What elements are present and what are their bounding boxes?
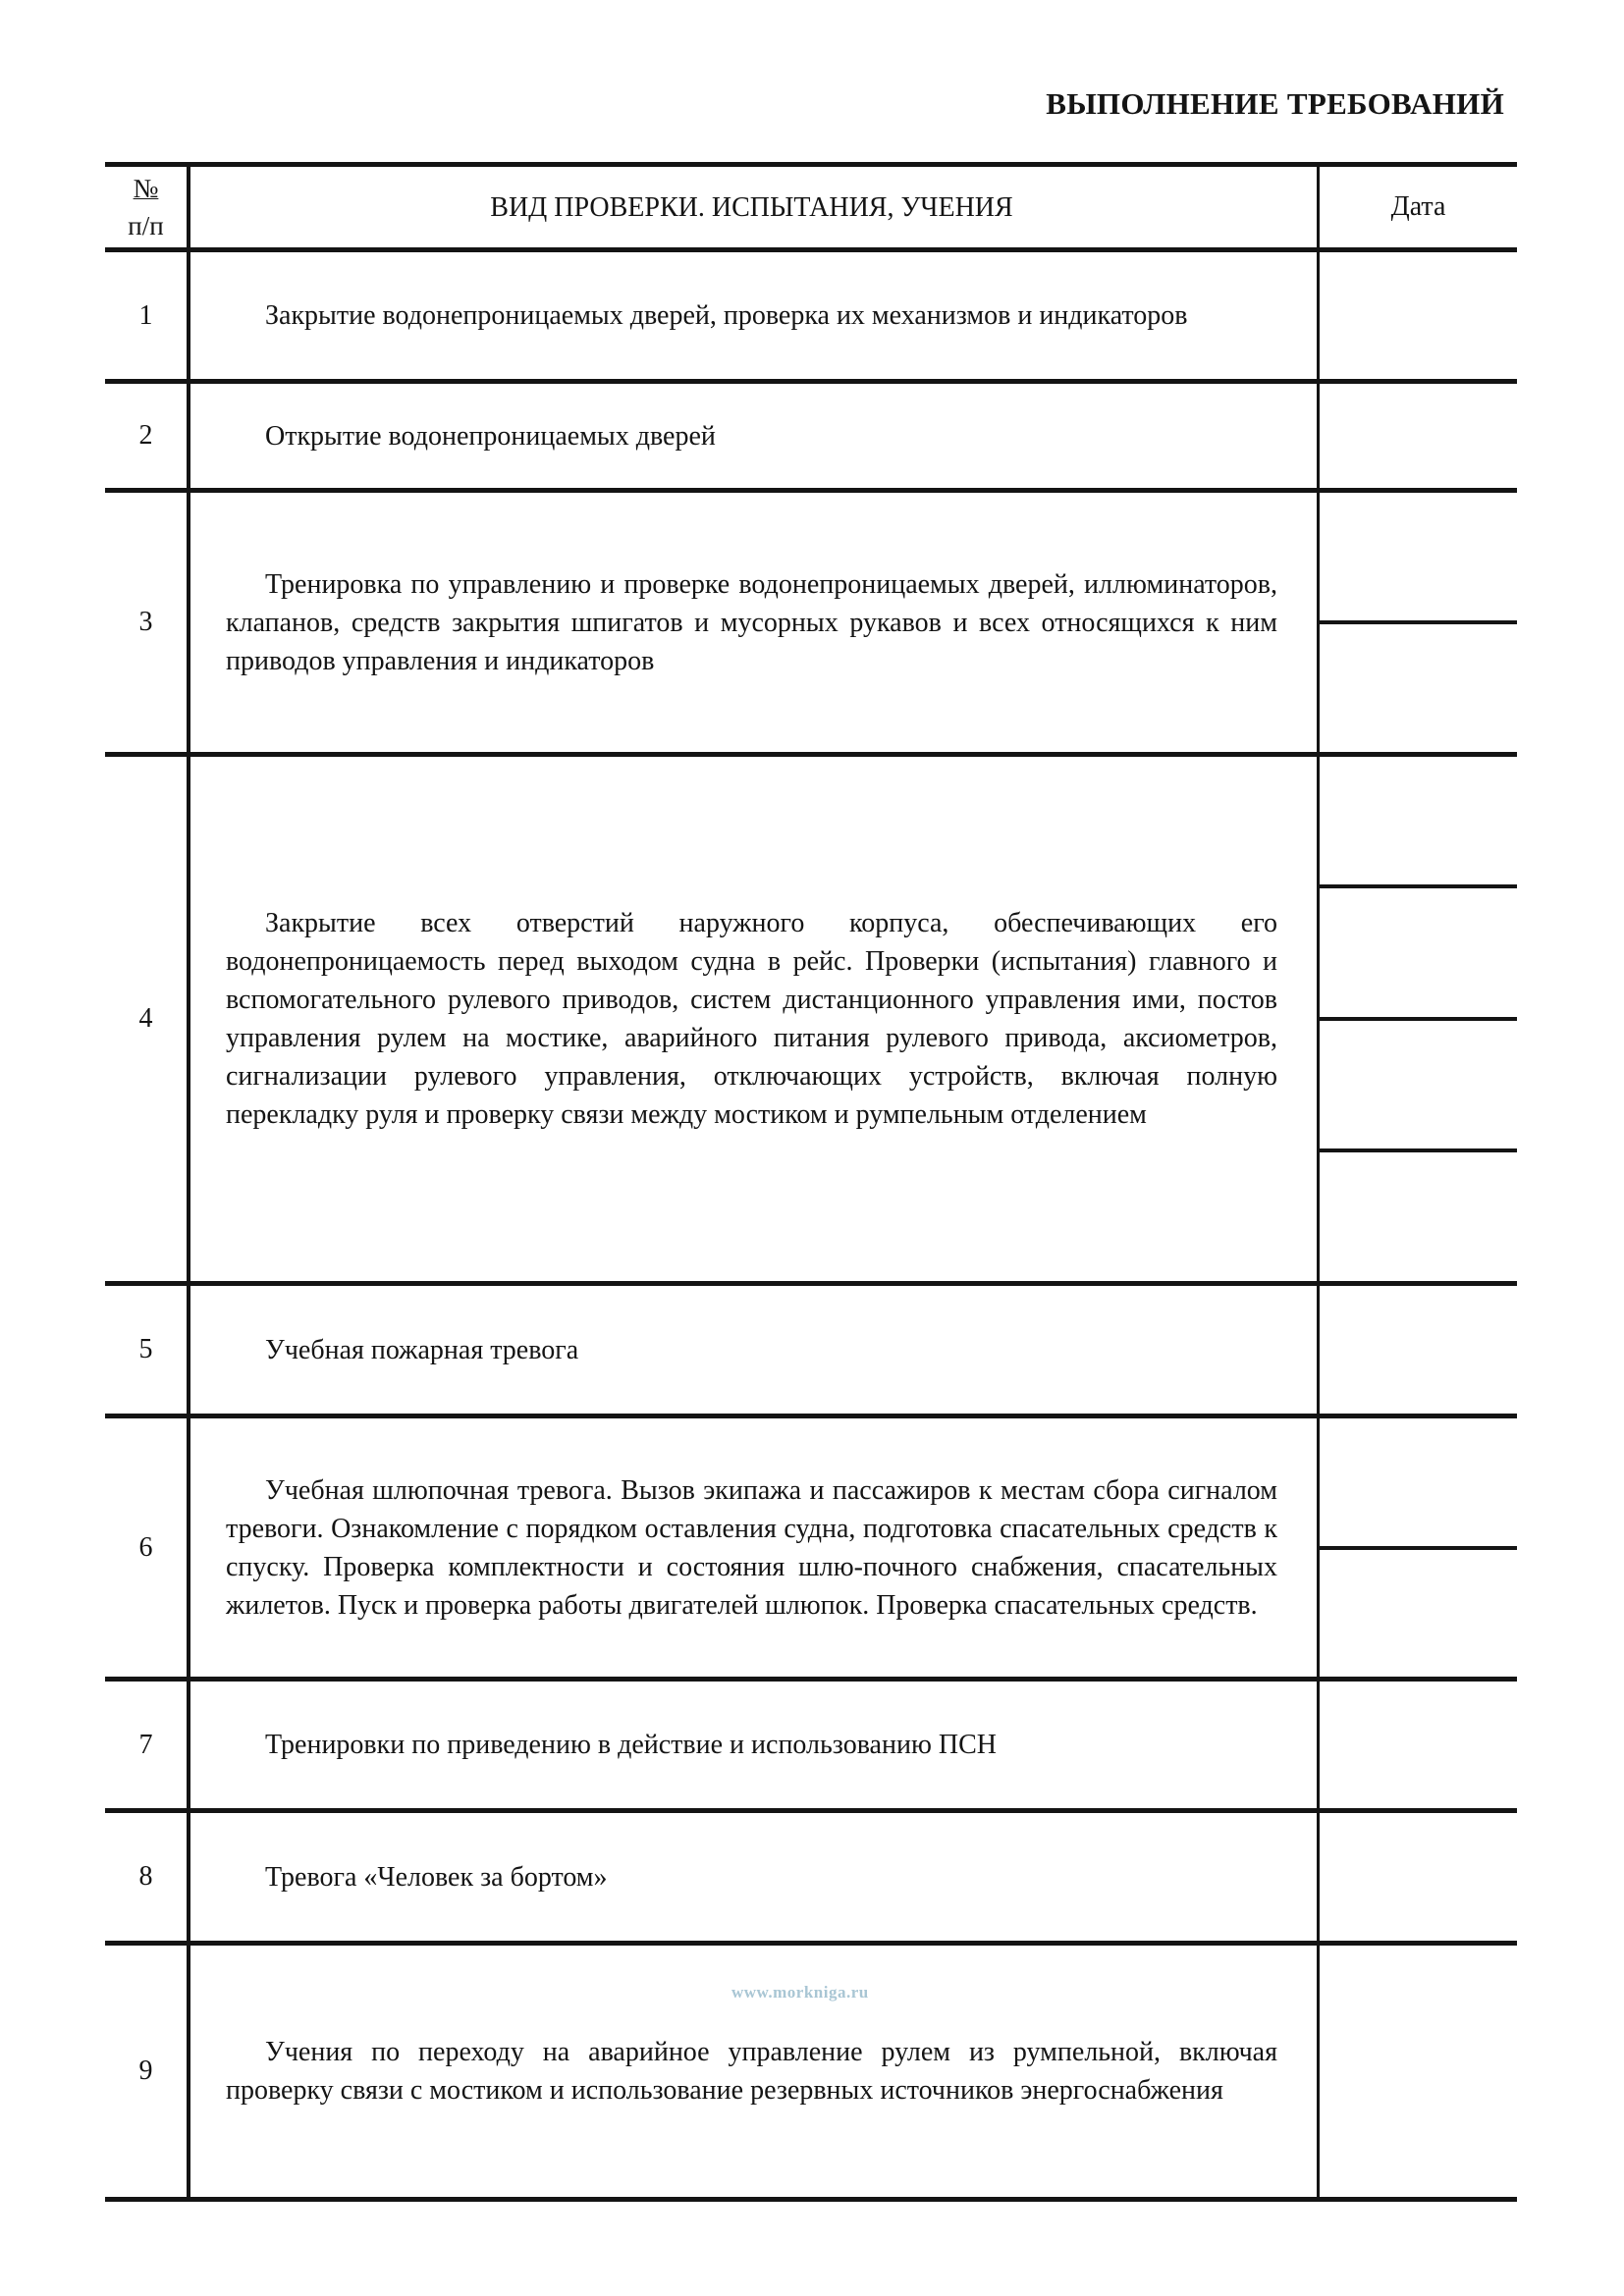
table-row: [105, 247, 1517, 379]
row-number: 2: [105, 384, 190, 488]
row-number: 3: [105, 493, 190, 752]
row-number: 9: [105, 1946, 190, 2197]
date-field[interactable]: [1320, 252, 1517, 379]
row-description-text: Закрытие водонепроницаемых дверей, проверка их механизмов и индикаторов: [265, 300, 1188, 331]
row-number: 4: [105, 757, 190, 1281]
watermark: www.morkniga.ru: [731, 1983, 869, 2002]
row-description: [190, 384, 1320, 488]
row-description: [190, 252, 1320, 379]
date-slot-divider: [1320, 1546, 1517, 1550]
date-field[interactable]: [1320, 493, 1517, 752]
row-description: [190, 1813, 1320, 1941]
date-field[interactable]: [1320, 1682, 1517, 1808]
date-field[interactable]: [1320, 1286, 1517, 1414]
row-description: [190, 493, 1320, 752]
table-row: [105, 1677, 1517, 1808]
header-number: [105, 167, 190, 247]
table-row: [105, 488, 1517, 752]
row-description-text: Учения по переходу на аварийное управление рулем из румпельной, включая проверку связи с мостиком и использование резервных источников энергоснабжения: [226, 2037, 1277, 2106]
row-description-text: Учебная пожарная тревога: [265, 1334, 579, 1365]
date-field[interactable]: [1320, 757, 1517, 1281]
row-description: [190, 1286, 1320, 1414]
date-field[interactable]: [1320, 1418, 1517, 1677]
row-description-text: Учебная шлюпочная тревога. Вызов экипажа и пассажиров к местам сбора сигналом тревоги. Ознакомление с порядком оставления судна, подготовка спасательных средств к спуску. Проверка комплектности и состояния шлю-почного снабжения, спасательных жилетов. Пуск и проверка работы двигателей шлюпок. Проверка спасательных средств.: [226, 1474, 1277, 1621]
table-row: [105, 1808, 1517, 1941]
table-header-row: [105, 162, 1517, 247]
row-description-text: Закрытие всех отверстий наружного корпуса, обеспечивающих его водонепроницаемость перед выходом судна в рейс. Проверки (испытания) главного и вспомогательного рулевого приводов, систем дистанционного управления ими, постов управления рулем на мостике, аварийного питания рулевого привода, аксиометров, сигнализации рулевого управления, отключающих устройств, включая полную перекладку руля и проверку связи между мостиком и румпельным отделением: [226, 908, 1277, 1130]
header-number-sign: №: [133, 174, 159, 203]
header-description: ВИД ПРОВЕРКИ. ИСПЫТАНИЯ, УЧЕНИЯ: [190, 167, 1320, 247]
row-number: 8: [105, 1813, 190, 1941]
date-slot-divider: [1320, 1017, 1517, 1021]
row-description-text: Тревога «Человек за бортом»: [265, 1861, 608, 1893]
date-field[interactable]: [1320, 384, 1517, 488]
table-row: [105, 752, 1517, 1281]
row-description-text: Тренировки по приведению в действие и использованию ПСН: [265, 1730, 997, 1760]
date-field[interactable]: [1320, 1813, 1517, 1941]
row-description-text: Тренировка по управлению и проверке водонепроницаемых дверей, иллюминаторов, клапанов, средств закрытия шпигатов и мусорных рукавов и всех относящихся к ним приводов управления и индикаторов: [226, 568, 1277, 676]
header-number-pp: п/п: [128, 211, 164, 240]
date-field[interactable]: [1320, 1946, 1517, 2197]
table-row: [105, 1281, 1517, 1414]
table-row: [105, 1941, 1517, 2202]
row-number: 7: [105, 1682, 190, 1808]
row-number: 6: [105, 1418, 190, 1677]
row-number: 1: [105, 252, 190, 379]
date-slot-divider: [1320, 884, 1517, 888]
date-slot-divider: [1320, 620, 1517, 624]
row-description: [190, 1418, 1320, 1677]
page-heading: ВЫПОЛНЕНИЕ ТРЕБОВАНИЙ: [1046, 86, 1504, 121]
row-number: 5: [105, 1286, 190, 1414]
header-date: Дата: [1390, 191, 1446, 222]
requirements-table: [105, 162, 1517, 2202]
date-slot-divider: [1320, 1148, 1517, 1152]
table-row: [105, 379, 1517, 488]
row-description-text: Открытие водонепроницаемых дверей: [265, 420, 716, 452]
table-row: [105, 1414, 1517, 1677]
row-description: [190, 757, 1320, 1281]
row-description: [190, 1682, 1320, 1808]
